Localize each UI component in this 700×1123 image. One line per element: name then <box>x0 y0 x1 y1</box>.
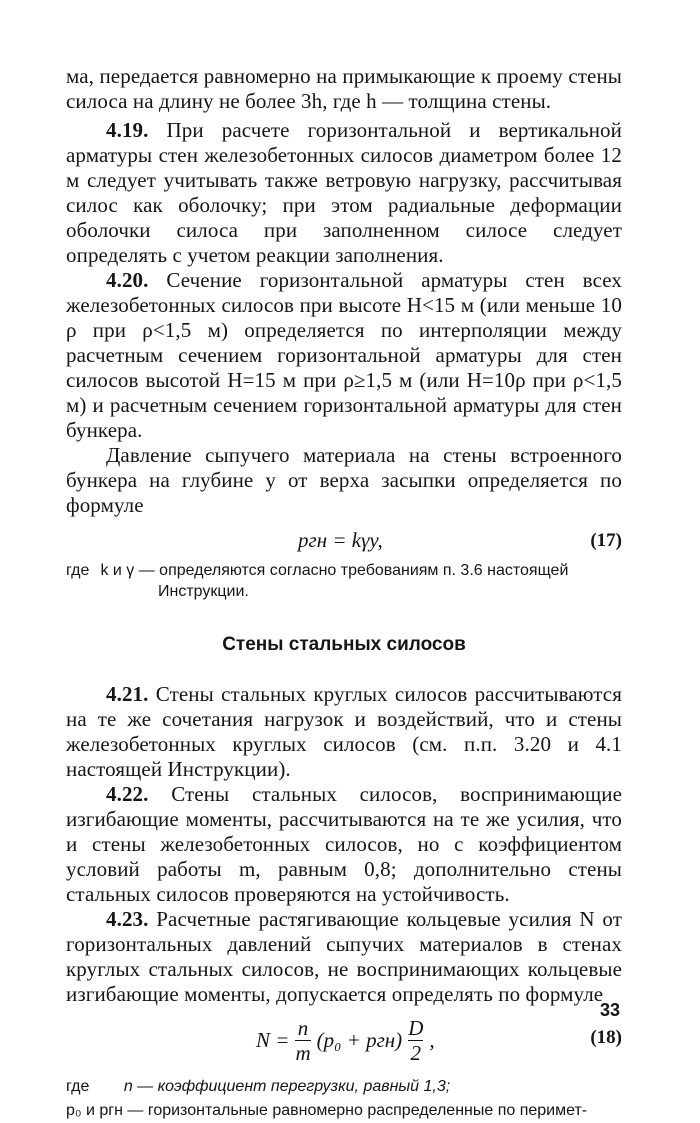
formula-18-parenthesis: (p₀ + pгн) <box>316 1028 403 1052</box>
paragraph-text: Стены стальных круглых силосов рассчитываются на те же сочетания нагрузок и воздействий, что и стены железобетонных круглых силосов (см. п.п. 3.20 и 4.1 настоящей Инструкции). <box>66 682 622 781</box>
numerator-D: D <box>408 1016 424 1040</box>
equation-number-17: (17) <box>590 530 622 551</box>
equation-number-18: (18) <box>590 1027 622 1048</box>
paragraph-4-21 <box>66 682 622 782</box>
paragraph-text: Расчетные растягивающие кольцевые усилия N от горизонтальных давлений сыпучих материалов в стенах круглых стальных силосов, не воспринимающих кольцевые изгибающие моменты, допускается определять по формуле <box>66 907 622 1006</box>
where-18-n <box>66 1075 622 1099</box>
where-label: где <box>66 1078 90 1095</box>
where-18-n-def: n — коэффициент перегрузки, равный 1,3; <box>123 1078 451 1095</box>
paragraph-4-19 <box>66 118 622 268</box>
paragraph-text: Стены стальных силосов, воспринимающие изгибающие моменты, рассчитываются на те же усилия, что и стены железобетонных силосов, но с коэффициентом условий работы m, равным 0,8; дополнительно стены стальных силосов проверяются на устойчивость. <box>66 782 622 906</box>
where-17-cont-line <box>66 581 622 602</box>
formula-17 <box>66 518 622 560</box>
where-18-p: p₀ и pгн — горизонтальные равномерно распределенные по перимет- <box>66 1102 588 1119</box>
where-17-def: k и γ — определяются согласно требованиям п. 3.6 настоящей <box>100 562 569 579</box>
where-label: где <box>66 562 90 579</box>
clause-number: 4.19. <box>106 118 149 142</box>
where-17-continuation: Инструкции. <box>158 583 249 600</box>
fraction-n-over-m <box>295 1017 310 1064</box>
clause-number: 4.21. <box>106 682 149 706</box>
numerator-n: n <box>297 1016 309 1040</box>
paragraph-text: При расчете горизонтальной и вертикальной арматуры стен железобетонных силосов диаметром более 12 м следует учитывать также ветровую нагрузку, рассчитывая силос как оболочку; при этом радиальные деформации оболочки силоса при заполненном силосе следует определять с учетом реакции заполнения. <box>66 118 622 267</box>
paragraph-4-22 <box>66 782 622 907</box>
clause-number: 4.22. <box>106 782 149 806</box>
clause-number: 4.20. <box>106 268 149 292</box>
paragraph-4-23 <box>66 907 622 1007</box>
where-17 <box>66 560 622 581</box>
formula-18-comma: , <box>429 1028 435 1052</box>
formula-18-lhs: N = <box>256 1028 290 1052</box>
denominator-2: 2 <box>410 1041 422 1065</box>
fraction-D-over-2 <box>408 1017 423 1064</box>
paragraph-4-20 <box>66 268 622 443</box>
intro-paragraph: ма, передается равномерно на примыкающие к проему стены силоса на длину не более 3h, где h — толщина стены. <box>66 64 622 113</box>
paragraph-pressure: Давление сыпучего материала на стены встроенного бункера на глубине y от верха засыпки определяется по формуле <box>66 443 622 517</box>
document-page <box>66 64 622 1123</box>
paragraph-text: Сечение горизонтальной арматуры стен всех железобетонных силосов при высоте H<15 м (или меньше 10 ρ при ρ<1,5 м) определяется по интерполяции между расчетным сечением горизонтальной арматуры для стен силосов высотой H=15 м при ρ≥1,5 м (или H=10ρ при ρ<1,5 м) и расчетным сечением горизонтальной арматуры для стен бункера. <box>66 268 622 442</box>
page-number: 33 <box>599 1000 620 1020</box>
formula-17-body: pгн = kγy, <box>298 528 383 552</box>
formula-18 <box>66 1007 622 1075</box>
section-title: Стены стальных силосов <box>222 634 466 655</box>
denominator-m: m <box>295 1041 311 1065</box>
formula-18-body <box>256 1017 435 1064</box>
clause-number: 4.23. <box>106 907 149 931</box>
